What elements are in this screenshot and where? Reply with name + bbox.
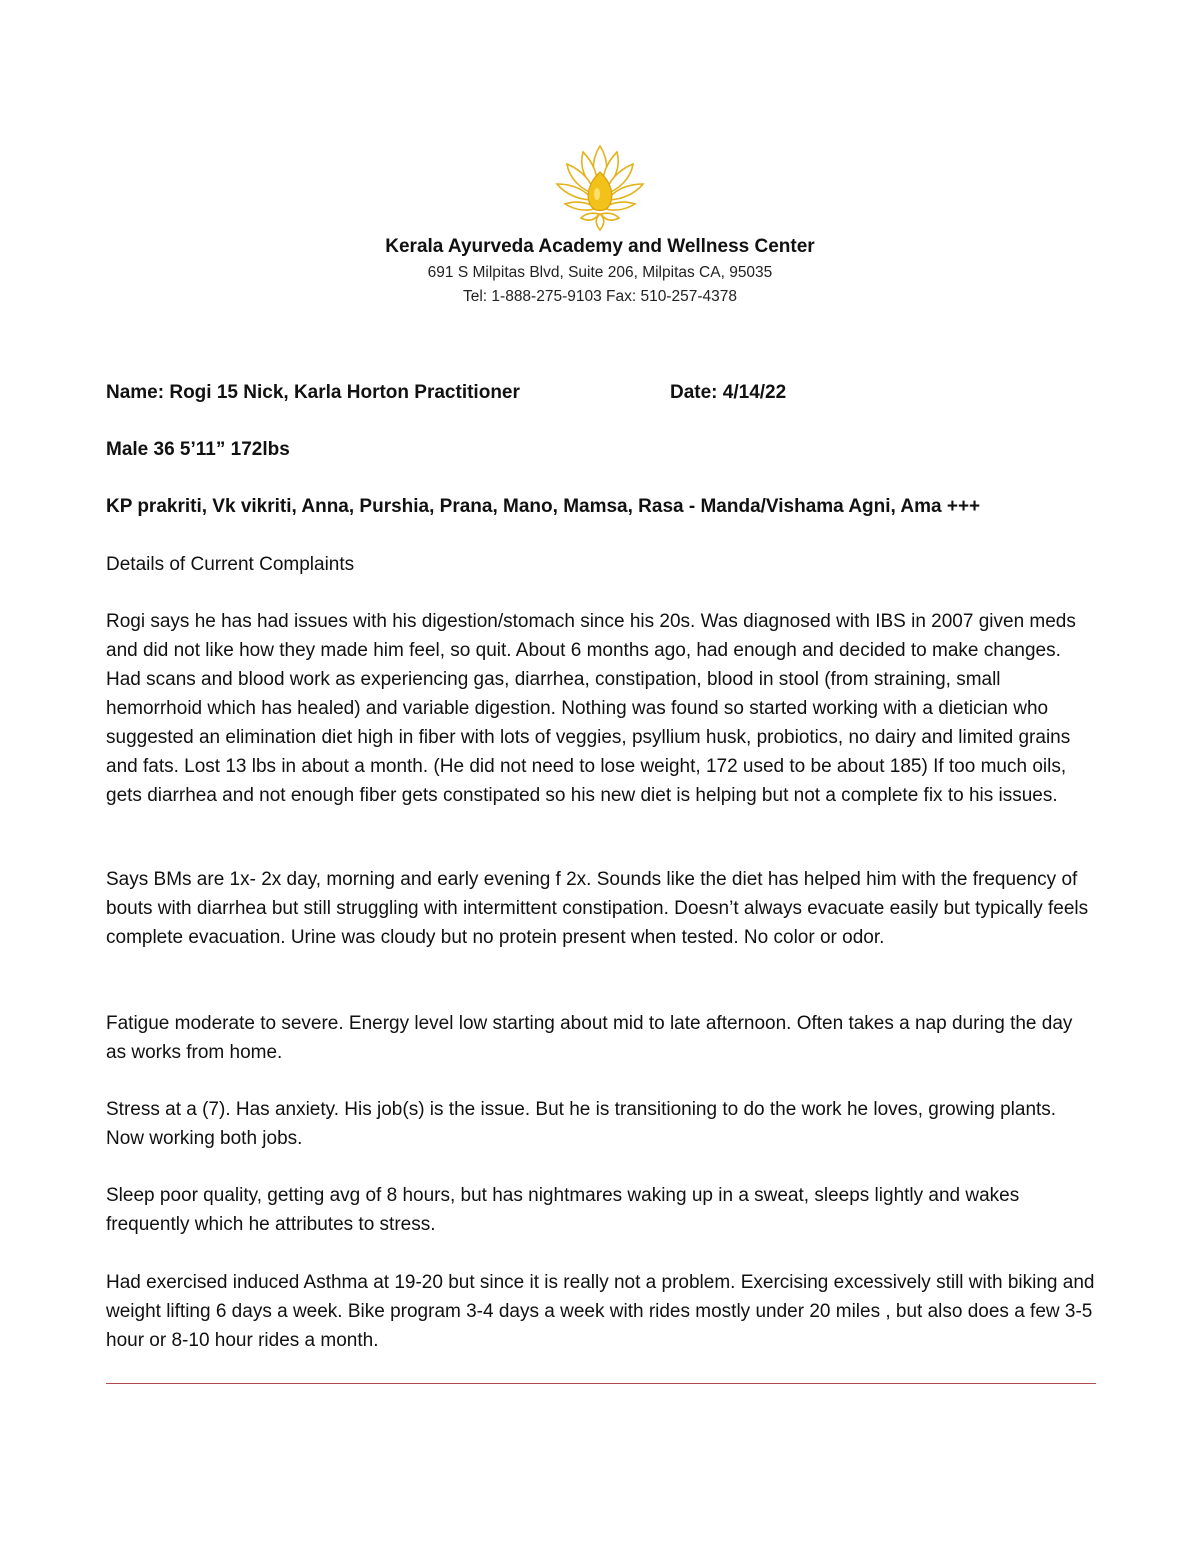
organization-address: 691 S Milpitas Blvd, Suite 206, Milpitas CA, 95035: [427, 264, 773, 281]
patient-demographics: Male 36 5’11” 172lbs: [106, 439, 290, 460]
dosha-assessment: KP prakriti, Vk vikriti, Anna, Purshia, Prana, Mano, Mamsa, Rasa - Manda/Vishama Agni, Ama +++: [106, 496, 981, 517]
section-heading: Details of Current Complaints: [106, 554, 355, 575]
complaint-paragraph-stress: Stress at a (7). Has anxiety. His job(s) is the issue. But he is transitioning to do the work he loves, growing plants. Now working both jobs.: [106, 1099, 1057, 1149]
horizontal-divider: [106, 1383, 1096, 1384]
complaint-paragraph-digestion: Rogi says he has had issues with his digestion/stomach since his 20s. Was diagnosed with IBS in 2007 given meds and did not like how they made him feel, so quit. About 6 months ago, had enough and decided to make changes. Had scans and blood work as experiencing gas, diarrhea, constipation, blood in stool (from straining, small hemorrhoid which has healed) and variable digestion. Nothing was found so started working with a dietician who suggested an elimination diet high in fiber with lots of veggies, psyllium husk, probiotics, no dairy and limited grains and fats. Lost 13 lbs in about a month. (He did not need to lose weight, 172 used to be about 185) If too much oils, gets diarrhea and not enough fiber gets constipated so his new diet is helping but not a complete fix to his issues.: [106, 611, 1076, 806]
complaint-paragraph-elimination: Says BMs are 1x- 2x day, morning and early evening f 2x. Sounds like the diet has helped him with the frequency of bouts with diarrhea but still struggling with intermittent constipation. Doesn’t always evacuate easily but typically feels complete evacuation. Urine was cloudy but no protein present when tested. No color or odor.: [106, 869, 1089, 948]
organization-name: Kerala Ayurveda Academy and Wellness Center: [385, 236, 815, 257]
visit-date: Date: 4/14/22: [670, 382, 787, 403]
patient-name-row: [106, 378, 1096, 407]
complaint-paragraph-exercise: Had exercised induced Asthma at 19-20 but since it is really not a problem. Exercising excessively still with biking and weight lifting 6 days a week. Bike program 3-4 days a week with rides mostly under 20 miles , but also does a few 3-5 hour or 8-10 hour rides a month.: [106, 1272, 1095, 1351]
complaint-paragraph-fatigue: Fatigue moderate to severe. Energy level low starting about mid to late afternoon. Often takes a nap during the day as works from home.: [106, 1013, 1073, 1063]
lotus-flower-icon: [553, 138, 647, 234]
patient-name: Name: Rogi 15 Nick, Karla Horton Practitioner: [106, 382, 520, 403]
organization-contact: Tel: 1-888-275-9103 Fax: 510-257-4378: [462, 288, 738, 305]
complaint-paragraph-sleep: Sleep poor quality, getting avg of 8 hours, but has nightmares waking up in a sweat, sleeps lightly and wakes frequently which he attributes to stress.: [106, 1185, 1020, 1235]
